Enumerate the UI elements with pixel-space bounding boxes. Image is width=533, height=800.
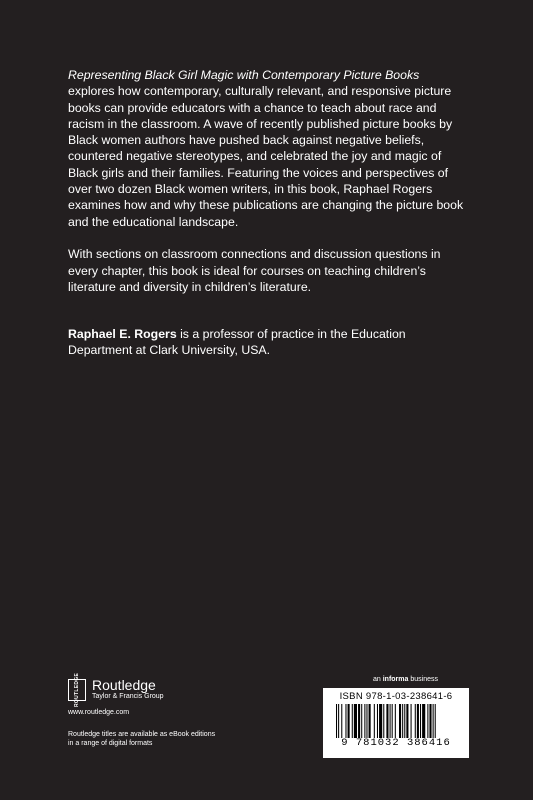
author-name: Raphael E. Rogers bbox=[68, 327, 177, 342]
publisher-name: Routledge bbox=[92, 677, 156, 693]
publisher-block bbox=[68, 672, 218, 748]
barcode-bars bbox=[333, 704, 459, 738]
author-bio bbox=[68, 326, 468, 359]
barcode-panel bbox=[323, 688, 469, 758]
isbn-label: ISBN 978-1-03-238641-6 bbox=[339, 691, 453, 702]
informa-business-label bbox=[373, 676, 438, 683]
informa-suffix: business bbox=[408, 676, 438, 683]
barcode-digits: 9 781032 386416 bbox=[341, 737, 451, 749]
course-paragraph: With sections on classroom connections and discussion questions in every chapter, this book is ideal for courses on teaching children’s literature and diversity in children’s literature. bbox=[68, 247, 441, 294]
informa-brand: informa bbox=[382, 676, 409, 683]
ebook-note: Routledge titles are available as eBook editions in a range of digital formats bbox=[68, 731, 216, 747]
publisher-group: Taylor & Francis Group bbox=[92, 693, 164, 700]
book-title: Representing Black Girl Magic with Contemporary Picture Books bbox=[68, 68, 420, 82]
back-cover-blurb bbox=[68, 67, 468, 375]
description-text: explores how contemporary, culturally relevant, and responsive picture books can provide educators with a chance to teach about race and racism in the classroom. A wave of recently published picture books by Black women authors have pushed back against negative beliefs, countered negative stereotypes, and celebrated the joy and magic of Black girls and their families. Featuring the voices and perspectives of over two dozen Black women writers, in this book, Raphael Rogers examines how and why these publications are changing the picture book and the educational landscape. bbox=[68, 84, 464, 229]
informa-prefix: an bbox=[373, 676, 383, 683]
routledge-logo-mark: ROUTLEDGE bbox=[68, 679, 86, 701]
description-paragraph bbox=[68, 67, 468, 230]
publisher-url: www.routledge.com bbox=[68, 709, 130, 716]
author-bio-text: is a professor of practice in the Education Department at Clark University, USA. bbox=[68, 327, 406, 358]
publisher-logo bbox=[68, 672, 218, 707]
